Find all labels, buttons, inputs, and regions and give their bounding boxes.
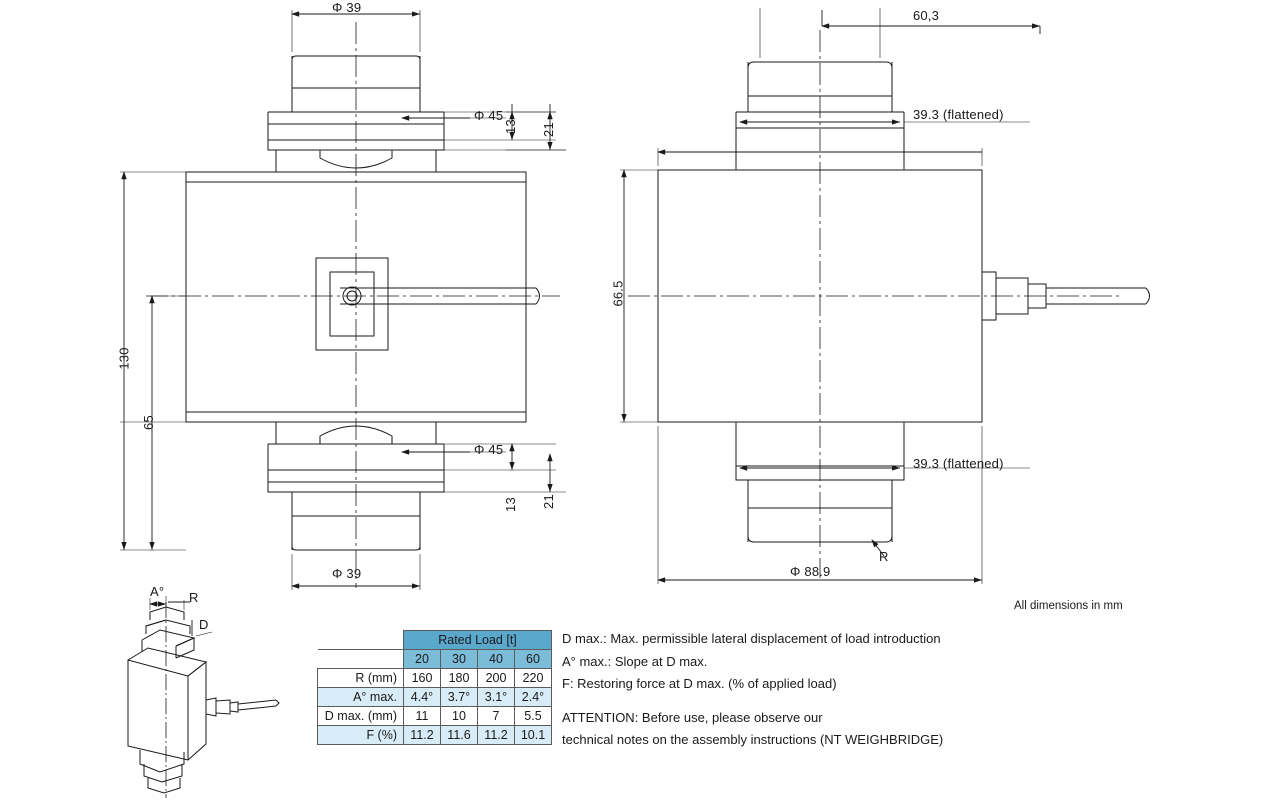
table-row-label: R (mm) <box>318 669 404 688</box>
units-note: All dimensions in mm <box>1014 600 1123 612</box>
dim-bottom-collar-dia: Φ 45 <box>474 442 504 457</box>
table-corner-cell-2 <box>318 650 404 669</box>
table-row-label: D max. (mm) <box>318 707 404 726</box>
rated-load-table <box>317 630 552 745</box>
side-view-outline <box>658 62 1150 556</box>
dim-slope-angle: A° <box>150 584 165 599</box>
table-col-header: 40 <box>478 650 515 669</box>
dim-overall-height: 130 <box>116 347 132 370</box>
table-row-label: F (%) <box>318 726 404 745</box>
note-a-max: A° max.: Slope at D max. <box>562 653 708 669</box>
dim-top-section-height: 21 <box>540 122 556 137</box>
iso-view-outline <box>128 607 279 793</box>
dim-bottom-section-height: 21 <box>540 494 556 509</box>
table-cell: 11.6 <box>441 726 478 745</box>
dim-bottom-flattened: 39.3 (flattened) <box>913 456 1004 471</box>
table-cell: 2.4° <box>515 688 552 707</box>
table-header-row-sub <box>318 650 552 669</box>
table-row-label: A° max. <box>318 688 404 707</box>
table-title: Rated Load [t] <box>404 631 552 650</box>
dim-radius-callout: R <box>879 549 889 564</box>
dim-top-collar-dia: Φ 45 <box>474 108 504 123</box>
dim-bottom-collar-height: 13 <box>502 497 518 512</box>
dim-top-flange-dia: Φ 39 <box>332 0 362 15</box>
table-cell: 3.1° <box>478 688 515 707</box>
table-cell: 200 <box>478 669 515 688</box>
table-cell: 7 <box>478 707 515 726</box>
table-row <box>318 669 552 688</box>
front-view-extension-lines <box>120 10 566 590</box>
table-cell: 160 <box>404 669 441 688</box>
notes-block <box>562 628 992 752</box>
table-cell: 10.1 <box>515 726 552 745</box>
table-row <box>318 726 552 745</box>
table-cell: 3.7° <box>441 688 478 707</box>
dim-bottom-flange-dia: Φ 39 <box>332 566 362 581</box>
front-view-outline <box>186 56 540 550</box>
note-f: F: Restoring force at D max. (% of applied load) <box>562 676 837 691</box>
dim-body-dia: Φ 88.9 <box>790 564 831 579</box>
dim-center-height: 65 <box>140 415 156 430</box>
table-row <box>318 688 552 707</box>
table-cell: 11.2 <box>478 726 515 745</box>
dim-top-flattened: 39.3 (flattened) <box>913 107 1004 122</box>
dim-iso-radius: R <box>189 590 199 605</box>
table-col-header: 30 <box>441 650 478 669</box>
table-corner-cell <box>318 631 404 650</box>
table-header-row-main <box>318 631 552 650</box>
attention-line-2: technical notes on the assembly instructions (NT WEIGHBRIDGE) <box>562 732 944 747</box>
dim-iso-displacement: D <box>199 617 209 632</box>
table-cell: 4.4° <box>404 688 441 707</box>
table-col-header: 60 <box>515 650 552 669</box>
notes-spacer <box>562 696 992 707</box>
dim-body-height: 66.5 <box>610 280 626 307</box>
table-col-header: 20 <box>404 650 441 669</box>
table-cell: 10 <box>441 707 478 726</box>
table-cell: 11 <box>404 707 441 726</box>
table-row <box>318 707 552 726</box>
table-cell: 220 <box>515 669 552 688</box>
table-cell: 11.2 <box>404 726 441 745</box>
note-d-max: D max.: Max. permissible lateral displacement of load introduction <box>562 631 941 646</box>
dim-top-collar-height: 13 <box>502 119 518 134</box>
front-view-dimension-arrows <box>124 14 550 586</box>
attention-line-1: ATTENTION: Before use, please observe our <box>562 709 823 725</box>
table-cell: 180 <box>441 669 478 688</box>
table-cell: 5.5 <box>515 707 552 726</box>
dim-top-width: 60,3 <box>913 8 940 23</box>
